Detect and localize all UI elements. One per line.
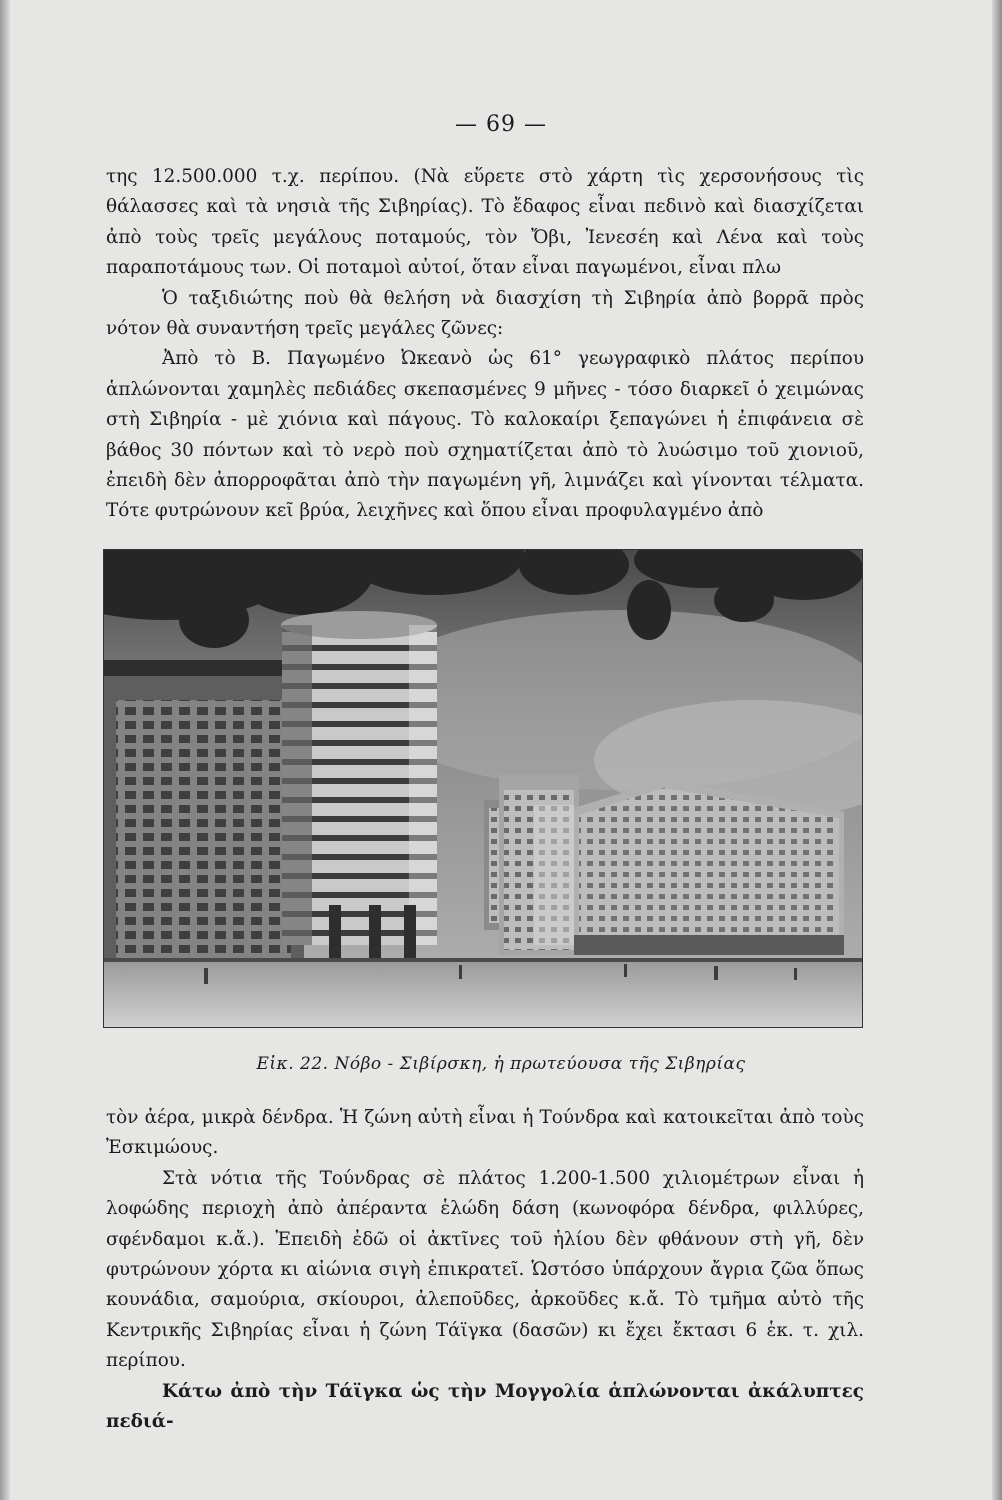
figure-caption: Εἰκ. 22. Νόβο - Σιβίρσκη, ἡ πρωτεύουσα τῆς Σιβηρίας	[256, 1054, 746, 1074]
street	[104, 960, 862, 1027]
page-edge-right	[992, 0, 1002, 1500]
paragraph: Ἀπὸ τὸ Β. Παγωμένο Ὠκεανὸ ὡς 61° γεωγραφικὸ πλάτος περίπου ἁπλώνονται χαμηλὲς πεδιάδες σκεπασμένες 9 μῆνες - τόσο διαρκεῖ ὁ χειμώνας στὴ Σιβηρία - μὲ χιόνια καὶ πάγους. Τὸ καλοκαίρι ξεπαγώνει ἡ ἐπιφάνεια σὲ βάθος 30 πόντων καὶ τὸ νερὸ ποὺ σχηματίζεται ἀπὸ τὸ λυώσιμο τοῦ χιονιοῦ, ἐπειδὴ δὲν ἀπορροφᾶται ἀπὸ τὴν παγωμένη γῆ, λιμνάζει καὶ γίνονται τέλματα. Τότε φυτρώνουν κεῖ βρύα, λειχῆνες καὶ ὅπου εἶναι προφυλαγμένο ἀπὸ	[106, 348, 864, 522]
top-text-block	[106, 162, 864, 527]
round-tower	[281, 611, 437, 980]
paragraph: Ὁ ταξιδιώτης ποὺ θὰ θελήση νὰ διασχίση τὴ Σιβηρία ἀπὸ βορρᾶ πρὸς νότον θὰ συναντήση τρεῖς μεγάλες ζῶνες:	[106, 287, 864, 340]
building-photo-illustration	[104, 550, 862, 1027]
paragraph: τὸν ἀέρα, μικρὰ δένδρα. Ἡ ζώνη αὐτὴ εἶναι ἡ Τούνδρα καὶ κατοικεῖται ἀπὸ τοὺς Ἐσκιμώους.	[106, 1107, 864, 1159]
paragraph: της 12.500.000 τ.χ. περίπου. (Νὰ εὕρετε στὸ χάρτη τὶς χερσονήσους τὶς θάλασσες καὶ τὰ νησιὰ τῆς Σιβηρίας). Τὸ ἔδαφος εἶναι πεδινὸ καὶ διασχίζεται ἀπὸ τοὺς τρεῖς μεγάλους ποταμούς, τὸν Ὄβι, Ἰενεσέη καὶ Λένα καὶ τοὺς παραποτάμους των. Οἱ ποταμοὶ αὐτοί, ὅταν εἶναι παγωμένοι, εἶναι πλω	[106, 166, 864, 279]
figure-photo-novosibirsk	[103, 549, 863, 1028]
page-edge-left	[0, 0, 10, 1500]
page-number: — 69 —	[455, 112, 547, 137]
bottom-text-block	[106, 1103, 864, 1437]
paragraph: Κάτω ἀπὸ τὴν Τάϊγκα ὡς τὴν Μογγολία ἁπλώνονται ἀκάλυπτες πεδιά-	[106, 1380, 864, 1433]
paragraph: Στὰ νότια τῆς Τούνδρας σὲ πλάτος 1.200-1.500 χιλιομέτρων εἶναι ἡ λοφώδης περιοχὴ ἀπὸ ἀπέραντα ἑλώδη δάση (κωνοφόρα δένδρα, φιλλύρες, σφένδαμοι κ.ἄ.). Ἐπειδὴ ἐδῶ οἱ ἀκτῖνες τοῦ ἡλίου δὲν φθάνουν στὴ γῆ, δὲν φυτρώνουν χόρτα κι αἰώνια σιγὴ ἐπικρατεῖ. Ὡστόσο ὑπάρχουν ἄγρια ζῶα ὅπως κουνάδια, σαμούρια, σκίουροι, ἀλεποῦδες, ἀρκοῦδες κ.ἄ. Τὸ τμῆμα αὐτὸ τῆς Κεντρικῆς Σιβηρίας εἶναι ἡ ζώνη Τάϊγκα (δασῶν) κι ἔχει ἔκτασι 6 ἑκ. τ. χιλ. περίπου.	[106, 1167, 864, 1372]
left-building	[104, 660, 304, 980]
